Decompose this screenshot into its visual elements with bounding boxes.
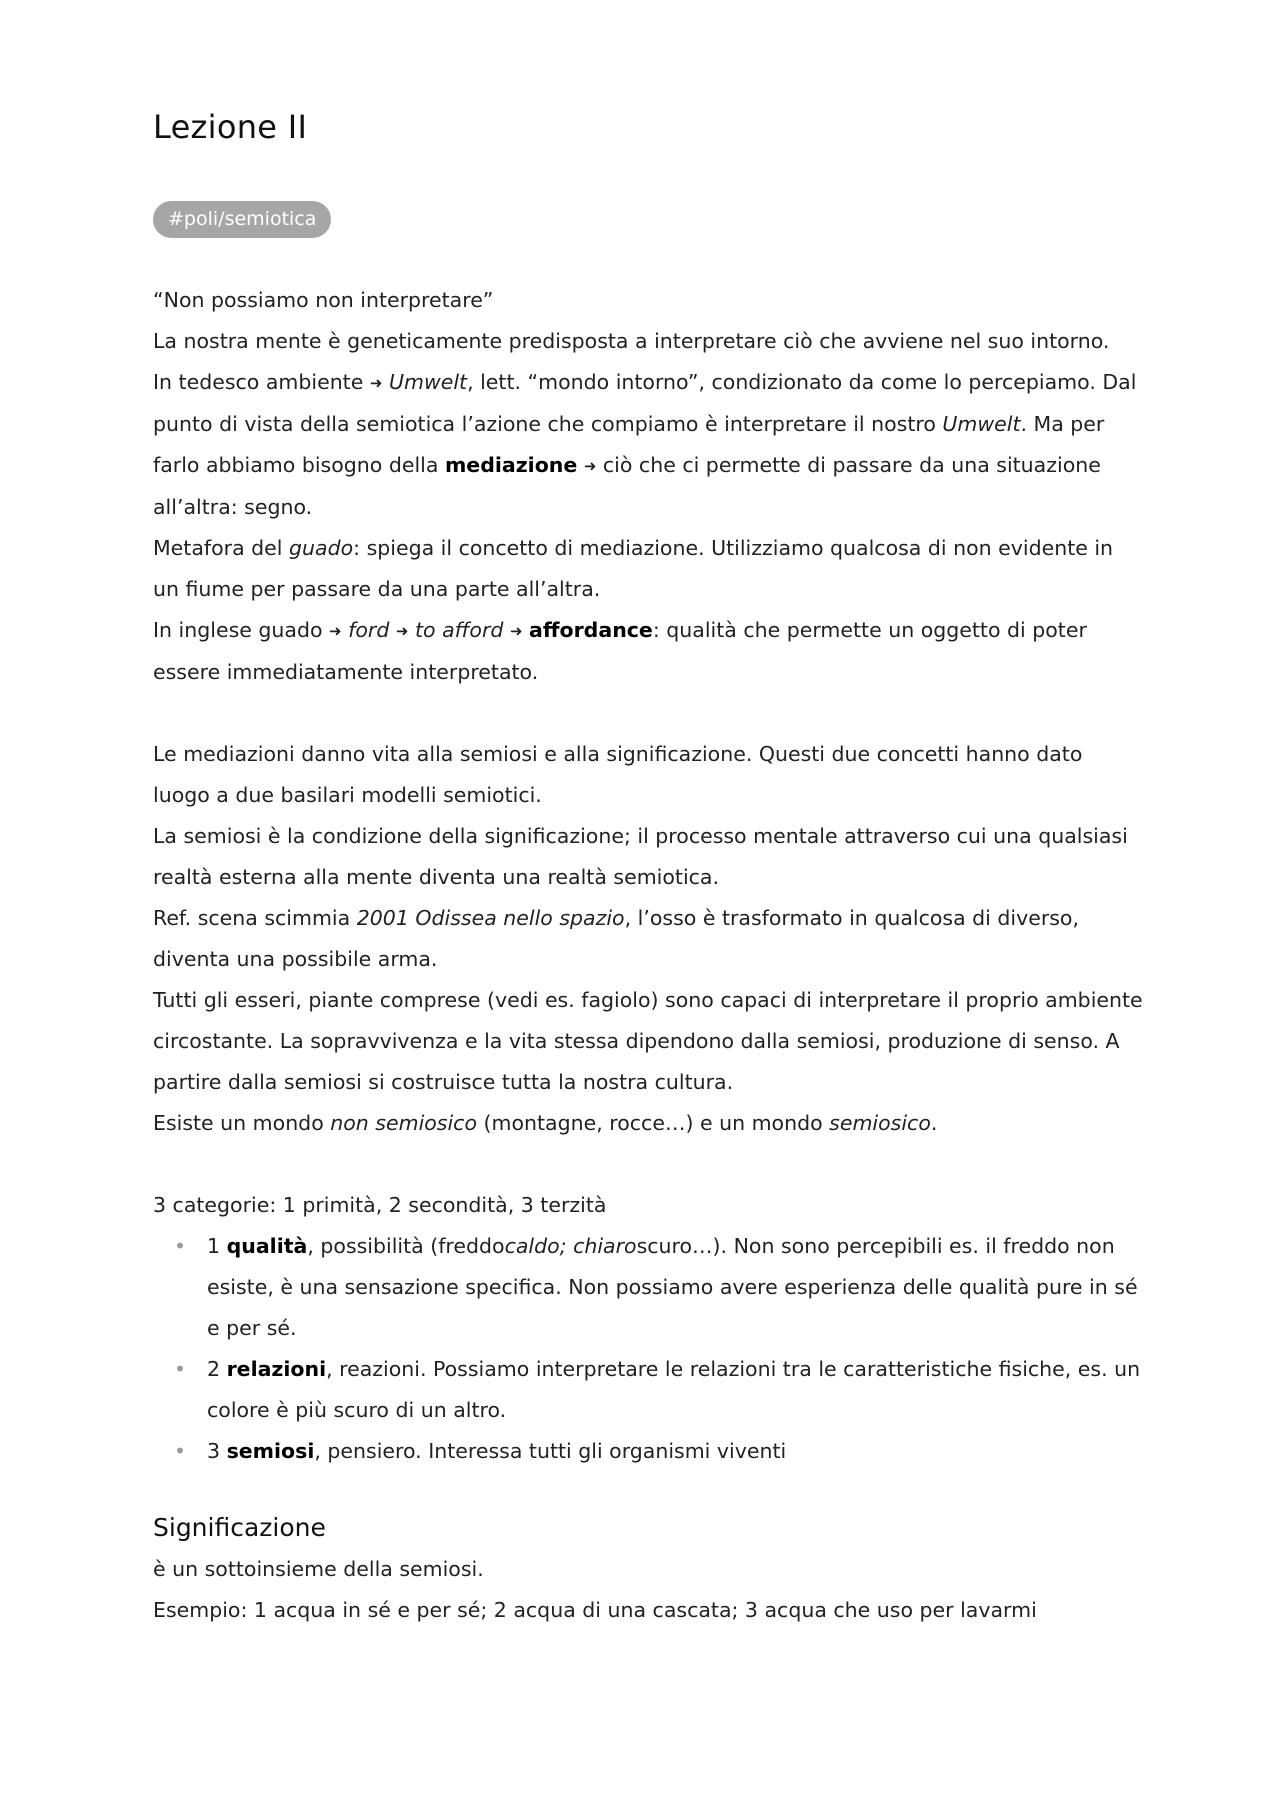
term-ford: ford — [348, 618, 390, 642]
arrow-icon: ➜ — [395, 622, 409, 640]
term-mediazione: mediazione — [444, 453, 578, 477]
term-umwelt: Umwelt — [942, 412, 1021, 436]
spacer — [153, 1144, 1143, 1185]
term-non-semiosico: non semiosico — [330, 1111, 477, 1135]
list-item: • 3 semiosi, pensiero. Interessa tutti gli organismi viventi — [153, 1431, 1143, 1472]
paragraph: La semiosi è la condizione della significazione; il processo mentale attraverso cui una qualsiasi realtà esterna alla mente diventa una realtà semiotica. — [153, 824, 1128, 889]
arrow-icon: ➜ — [509, 622, 523, 640]
document-body — [153, 280, 1143, 1631]
paragraph: In tedesco ambiente ➜ Umwelt, lett. “mondo intorno”, condizionato da come lo percepiamo. Dal punto di vista della semiotica l’azione che compiamo è interpretare il nostro Umwelt. Ma per farlo abbiamo bisogno della mediazione ➜ ciò che ci permette di passare da una situazione all’altra: segno. — [153, 370, 1137, 519]
list-item: • 2 relazioni, reazioni. Possiamo interpretare le relazioni tra le caratteristiche fisiche, es. un colore è più scuro di un altro. — [153, 1349, 1143, 1431]
paragraph: è un sottoinsieme della semiosi. — [153, 1557, 484, 1581]
paragraph: Esiste un mondo non semiosico (montagne, rocce…) e un mondo semiosico. — [153, 1111, 938, 1135]
paragraph: Le mediazioni danno vita alla semiosi e alla significazione. Questi due concetti hanno dato luogo a due basilari modelli semiotici. — [153, 742, 1083, 807]
film-title: 2001 Odissea nello spazio — [356, 906, 625, 930]
section-heading: Significazione — [153, 1513, 326, 1542]
paragraph: Ref. scena scimmia 2001 Odissea nello spazio, l’osso è trasformato in qualcosa di diverso, diventa una possibile arma. — [153, 906, 1079, 971]
categories-list — [153, 1226, 1143, 1472]
paragraph: La nostra mente è geneticamente predisposta a interpretare ciò che avviene nel suo intorno. — [153, 329, 1110, 353]
arrow-icon: ➜ — [583, 457, 597, 475]
spacer — [153, 693, 1143, 734]
term-to-afford: to afford — [414, 618, 504, 642]
arrow-icon: ➜ — [329, 622, 342, 640]
page-title: Lezione II — [153, 108, 308, 146]
term-guado: guado — [289, 536, 354, 560]
term-umwelt: Umwelt — [388, 370, 468, 394]
arrow-icon: ➜ — [369, 374, 383, 392]
quote-line: “Non possiamo non interpretare” — [153, 288, 494, 312]
term-semiosico: semiosico — [829, 1111, 931, 1135]
term-affordance: affordance — [529, 618, 653, 642]
paragraph: Tutti gli esseri, piante comprese (vedi es. fagiolo) sono capaci di interpretare il proprio ambiente circostante. La sopravvivenza e la vita stessa dipendono dalla semiosi, produzione di senso. A partire dalla semiosi si costruisce tutta la nostra cultura. — [153, 988, 1143, 1094]
list-item: • 1 qualità, possibilità (freddocaldo; chiaroscuro…). Non sono percepibili es. il freddo non esiste, è una sensazione specifica. Non possiamo avere esperienza delle qualità pure in sé e per sé. — [153, 1226, 1143, 1349]
paragraph: In inglese guado ➜ ford ➜ to afford ➜ affordance: qualità che permette un oggetto di poter essere immediatamente interpretato. — [153, 618, 1087, 684]
categories-intro: 3 categorie: 1 primità, 2 secondità, 3 terzità — [153, 1193, 607, 1217]
paragraph: Metafora del guado: spiega il concetto di mediazione. Utilizziamo qualcosa di non evidente in un fiume per passare da una parte all’altra. — [153, 536, 1114, 601]
tag-badge[interactable]: #poli/semiotica — [153, 201, 331, 238]
spacer — [153, 1472, 1143, 1492]
paragraph: Esempio: 1 acqua in sé e per sé; 2 acqua di una cascata; 3 acqua che uso per lavarmi — [153, 1598, 1037, 1622]
